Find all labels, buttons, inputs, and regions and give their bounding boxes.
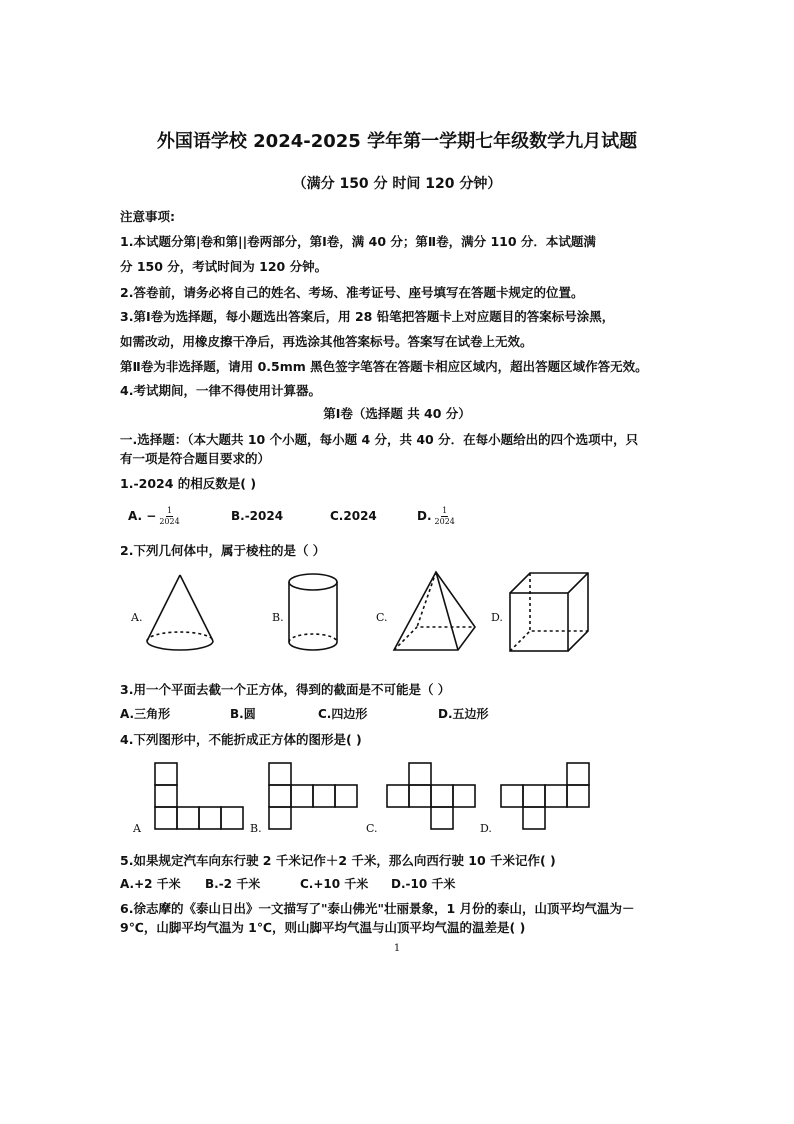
net-c [387, 763, 475, 829]
section-1-intro-line-2: 有一项是符合题目要求的） [120, 451, 271, 466]
q4-nets [0, 760, 794, 840]
q4-stem: 4.下列图形中，不能折成正方体的图形是( ) [120, 732, 362, 747]
q5-option-a: A.+2 千米 [120, 877, 181, 891]
net-d [501, 763, 589, 829]
cube-figure [510, 573, 588, 651]
exam-subtitle: （满分 150 分 时间 120 分钟） [292, 176, 502, 192]
q1-option-d-numerator: 1 [442, 506, 448, 515]
q6-line-1: 6.徐志摩的《泰山日出》一文描写了"泰山佛光"壮丽景象，1 月份的泰山，山顶平均气温为－ [120, 901, 635, 916]
q4-label-d: D. [480, 822, 492, 835]
q5-option-c: C.+10 千米 [300, 877, 369, 891]
q2-label-c: C. [376, 611, 388, 624]
q1-option-a-fraction [159, 506, 179, 527]
q1-option-d-denominator: 2024 [434, 517, 455, 526]
exam-title: 外国语学校 2024-2025 学年第一学期七年级数学九月试题 [156, 131, 638, 152]
notes-item-1-line-2: 分 150 分，考试时间为 120 分钟。 [120, 259, 328, 274]
page-number: 1 [393, 943, 401, 954]
notes-heading: 注意事项: [120, 209, 175, 224]
q1-stem: 1.-2024 的相反数是( ) [120, 476, 257, 491]
notes-item-4: 4.考试期间，一律不得使用计算器。 [120, 383, 321, 398]
q1-option-d-fraction [435, 506, 455, 527]
q3-option-d: D.五边形 [438, 707, 489, 721]
q1-option-a-prefix: A. − [128, 509, 157, 523]
q5-option-b: B.-2 千米 [205, 877, 261, 891]
section-1-intro-line-1: 一.选择题：（本大题共 10 个小题，每小题 4 分，共 40 分．在每小题给出的四个选项中，只 [120, 432, 639, 447]
q4-label-a: A [133, 822, 141, 835]
cone-figure [147, 575, 213, 650]
notes-item-3-line-1: 3.第Ⅰ卷为选择题，每小题选出答案后，用 28 铅笔把答题卡上对应题目的答案标号涂黑， [120, 309, 615, 324]
q3-option-b: B.圆 [230, 707, 256, 721]
q3-option-c: C.四边形 [318, 707, 368, 721]
q3-stem: 3.用一个平面去截一个正方体，得到的截面是不可能是（ ） [120, 682, 451, 697]
net-b [269, 763, 357, 829]
notes-item-3-line-2: 如需改动，用橡皮擦干净后，再选涂其他答案标号。答案写在试卷上无效。 [120, 334, 533, 349]
q2-stem: 2.下列几何体中，属于棱柱的是（ ） [120, 543, 326, 558]
cylinder-figure [289, 574, 337, 650]
section-1-title: 第Ⅰ卷（选择题 共 40 分） [323, 406, 471, 421]
q1-option-b: B.-2024 [231, 509, 284, 523]
notes-item-1-line-1: 1.本试题分第|卷和第||卷两部分，第Ⅰ卷，满 40 分；第Ⅱ卷，满分 110 分．本试题满 [120, 234, 596, 249]
pyramid-figure [394, 572, 475, 650]
q6-line-2: 9℃，山脚平均气温为 1℃，则山脚平均气温与山顶平均气温的温差是( ) [120, 920, 526, 935]
q2-label-d: D. [491, 611, 503, 624]
notes-item-3-line-3: 第Ⅱ卷为非选择题，请用 0.5mm 黑色签字笔答在答题卡相应区域内，超出答题区域作答无效。 [120, 359, 648, 374]
q4-label-b: B. [250, 822, 262, 835]
q1-option-d-prefix: D. [417, 509, 432, 523]
q2-label-b: B. [272, 611, 284, 624]
q1-option-d [417, 506, 455, 527]
q1-option-c: C.2024 [330, 509, 377, 523]
q3-option-a: A.三角形 [120, 707, 171, 721]
notes-item-2: 2.答卷前，请务必将自己的姓名、考场、准考证号、座号填写在答题卡规定的位置。 [120, 285, 584, 300]
q1-option-a [128, 506, 180, 527]
net-a [155, 763, 243, 829]
q5-stem: 5.如果规定汽车向东行驶 2 千米记作＋2 千米，那么向西行驶 10 千米记作( ) [120, 853, 556, 868]
q4-label-c: C. [366, 822, 378, 835]
q2-label-a: A. [131, 611, 143, 624]
q1-option-a-denominator: 2024 [159, 517, 180, 526]
q1-option-a-numerator: 1 [166, 506, 173, 515]
q5-option-d: D.-10 千米 [391, 877, 456, 891]
